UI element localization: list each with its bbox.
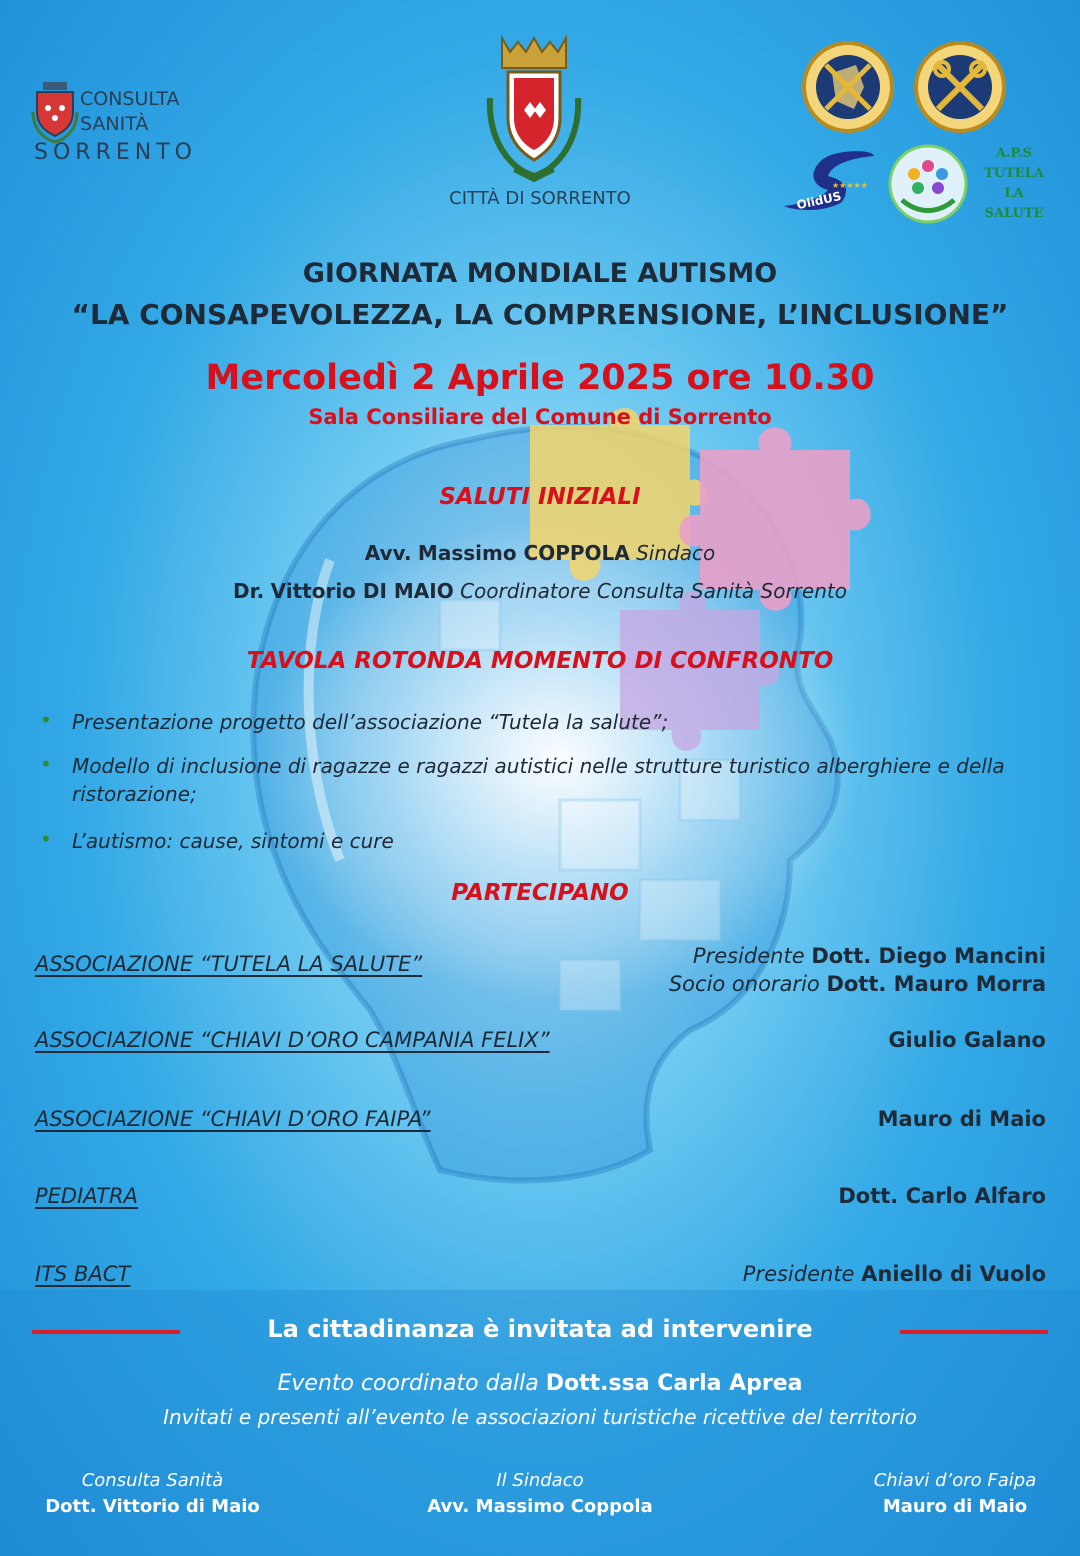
participant-rep <box>838 1184 1046 1208</box>
event-date: Mercoledì 2 Aprile 2025 ore 10.30 <box>205 358 875 398</box>
event-subtitle: “LA CONSAPEVOLEZZA, LA COMPRENSIONE, L’INCLUSIONE” <box>71 298 1009 331</box>
participant-rep <box>888 1028 1046 1052</box>
agenda-item: Presentazione progetto dell’associazione “Tutela la salute”; <box>72 710 669 734</box>
speaker-name: Vittorio DI MAIO <box>270 579 454 603</box>
consulta-logo-line-2: SANITÀ <box>80 113 149 135</box>
bullet-dot-icon: • <box>40 827 52 851</box>
coordinator-name: Dott.ssa Carla Aprea <box>545 1371 803 1396</box>
aps-tutela-emblem <box>890 146 966 222</box>
faipa-seal <box>916 43 1004 131</box>
svg-text:★★★★★: ★★★★★ <box>832 181 868 190</box>
rep-name: Giulio Galano <box>888 1028 1046 1052</box>
bullet-dot-icon: • <box>40 752 52 776</box>
consulta-sanita-logo <box>33 82 77 142</box>
event-venue: Sala Consiliare del Comune di Sorrento <box>308 405 772 429</box>
participant-org: ASSOCIAZIONE “CHIAVI D’ORO FAIPA” <box>35 1107 431 1131</box>
aps-line: SALUTE <box>984 206 1044 221</box>
rep-name: Dott. Mauro Morra <box>826 972 1046 996</box>
aps-line: TUTELA <box>984 166 1044 181</box>
tavola-heading: TAVOLA ROTONDA MOMENTO DI CONFRONTO <box>246 648 834 674</box>
participant-org: PEDIATRA <box>35 1184 138 1208</box>
aps-line: A.P.S <box>995 146 1033 161</box>
saluti-heading: SALUTI INIZIALI <box>439 484 641 510</box>
signature-role: Il Sindaco <box>496 1470 584 1491</box>
partecipano-heading: PARTECIPANO <box>451 880 629 906</box>
city-label: CITTÀ DI SORRENTO <box>449 188 631 209</box>
participant-rep <box>693 944 1046 968</box>
participant-rep <box>743 1262 1046 1286</box>
participant-rep <box>878 1107 1046 1131</box>
speaker-title: Avv. <box>364 541 412 565</box>
event-title: GIORNATA MONDIALE AUTISMO <box>302 258 778 289</box>
rep-role: Socio onorario <box>668 972 820 996</box>
signature-name: Dott. Vittorio di Maio <box>45 1496 260 1517</box>
aps-logo-text <box>972 144 1056 224</box>
invited-associations-line: Invitati e presenti all’evento le associazioni turistiche ricettive del territorio <box>163 1405 917 1429</box>
aps-line: LA <box>1004 186 1024 201</box>
signature-name: Mauro di Maio <box>882 1496 1028 1517</box>
signature-role: Chiavi d’oro Faipa <box>873 1470 1037 1491</box>
participant-rep <box>669 972 1046 996</box>
signature-role: Consulta Sanità <box>81 1470 224 1491</box>
speaker-title: Dr. <box>233 579 265 603</box>
speaker-role: Sindaco <box>636 541 716 565</box>
rep-name: Aniello di Vuolo <box>861 1262 1046 1286</box>
consulta-logo-line-1: CONSULTA <box>80 88 180 110</box>
bullet-dot-icon: • <box>40 708 52 732</box>
rep-role: Presidente <box>692 944 805 968</box>
city-coat-of-arms <box>490 38 578 180</box>
participant-org: ASSOCIAZIONE “CHIAVI D’ORO CAMPANIA FELIX” <box>35 1028 550 1052</box>
rep-name: Dott. Diego Mancini <box>811 944 1046 968</box>
rep-role: Presidente <box>742 1262 855 1286</box>
rep-name: Dott. Carlo Alfaro <box>838 1184 1046 1208</box>
speaker-row <box>0 541 1080 565</box>
campania-felix-seal <box>804 43 892 131</box>
consulta-logo-line-3: SORRENTO <box>34 140 197 165</box>
speaker-name: Massimo COPPOLA <box>417 541 630 565</box>
agenda-item: L’autismo: cause, sintomi e cure <box>72 829 394 853</box>
coordination-prefix: Evento coordinato dalla <box>277 1371 539 1396</box>
participant-org: ASSOCIAZIONE “TUTELA LA SALUTE” <box>35 952 423 976</box>
olidus-wordmark: OlidUS <box>795 188 843 213</box>
olidus-logo <box>784 151 874 212</box>
rep-name: Mauro di Maio <box>877 1107 1046 1131</box>
speaker-row <box>0 579 1080 603</box>
invitation-line: La cittadinanza è invitata ad intervenire <box>267 1315 813 1343</box>
participant-org: ITS BACT <box>35 1262 131 1286</box>
signature-name: Avv. Massimo Coppola <box>427 1496 653 1517</box>
coordination-line <box>0 1371 1080 1396</box>
speaker-role: Coordinatore Consulta Sanità Sorrento <box>460 579 847 603</box>
agenda-item: Modello di inclusione di ragazze e ragazzi autistici nelle strutture turistico alberghiere e della ristorazione; <box>72 754 1005 806</box>
